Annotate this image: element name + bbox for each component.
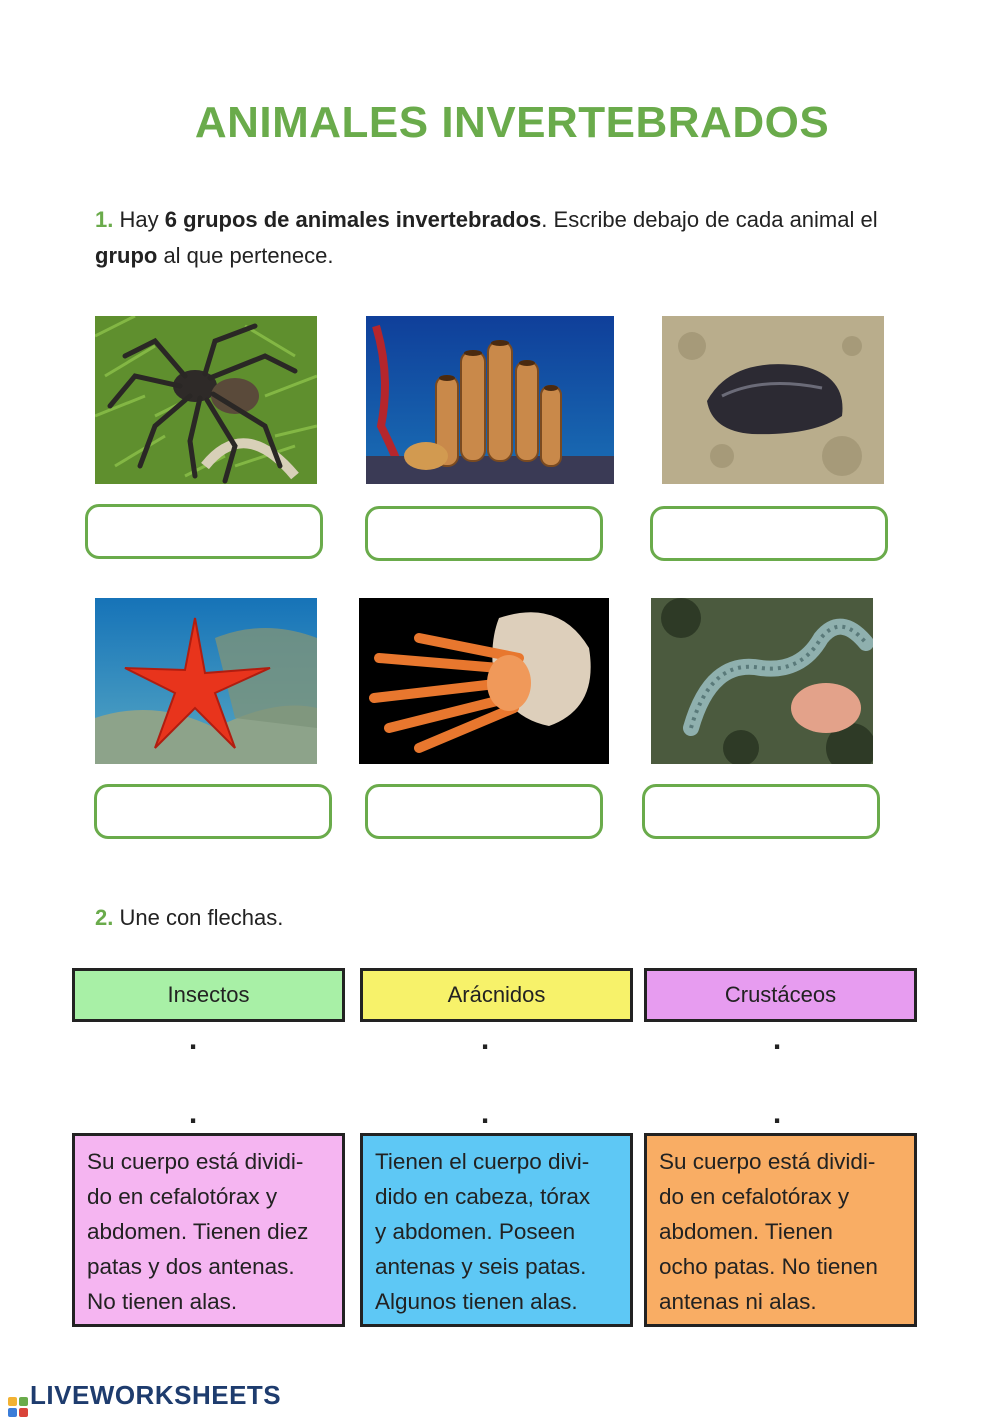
connector-dot-bottom-3[interactable]: . xyxy=(772,1101,782,1129)
exercise-2-number: 2. xyxy=(95,905,114,930)
answer-input-4[interactable] xyxy=(97,787,333,838)
answer-input-2[interactable] xyxy=(368,509,604,560)
description-line: dido en cabeza, tórax xyxy=(375,1184,591,1209)
mussel-photo xyxy=(662,316,884,484)
answer-box-1[interactable] xyxy=(85,504,323,559)
description-box-1 xyxy=(72,1133,345,1327)
worksheet-title: ANIMALES INVERTEBRADOS xyxy=(194,98,830,147)
instruction-text: Hay xyxy=(113,207,165,232)
logo-blocks-icon xyxy=(8,1397,28,1417)
description-line: antenas ni alas. xyxy=(659,1289,817,1314)
instruction-text: . Escribe debajo de cada animal el xyxy=(541,207,878,232)
instruction-bold: grupo xyxy=(95,243,158,268)
instruction-bold: 6 grupos de animales invertebrados xyxy=(164,207,542,232)
answer-box-3[interactable] xyxy=(650,506,888,561)
description-line: Su cuerpo está dividi- xyxy=(659,1149,876,1174)
sponge-photo xyxy=(366,316,614,484)
answer-box-2[interactable] xyxy=(365,506,603,561)
exercise-2-instruction xyxy=(95,900,925,936)
description-line: antenas y seis patas. xyxy=(375,1254,587,1279)
answer-input-5[interactable] xyxy=(368,787,604,838)
connector-dot-bottom-1[interactable]: . xyxy=(188,1101,198,1129)
category-insectos: Insectos xyxy=(72,968,345,1022)
description-box-3 xyxy=(644,1133,917,1327)
description-line: patas y dos antenas. xyxy=(87,1254,295,1279)
answer-input-6[interactable] xyxy=(645,787,881,838)
instruction-text: Une con flechas. xyxy=(113,905,284,930)
description-line: ocho patas. No tienen xyxy=(659,1254,878,1279)
category-crustaceos: Crustáceos xyxy=(644,968,917,1022)
answer-box-6[interactable] xyxy=(642,784,880,839)
answer-input-1[interactable] xyxy=(88,507,324,558)
logo-text: LIVEWORKSHEETS xyxy=(30,1380,282,1410)
connector-dot-top-3[interactable]: . xyxy=(772,1027,782,1055)
description-line: Su cuerpo está dividi- xyxy=(87,1149,304,1174)
exercise-1-number: 1. xyxy=(95,207,114,232)
description-box-2 xyxy=(360,1133,633,1327)
description-line: No tienen alas. xyxy=(87,1289,238,1314)
connector-dot-top-2[interactable]: . xyxy=(480,1027,490,1055)
jellyfish-photo xyxy=(359,598,609,764)
starfish-photo xyxy=(95,598,317,764)
instruction-text: al que pertenece. xyxy=(157,243,334,268)
answer-box-5[interactable] xyxy=(365,784,603,839)
description-line: do en cefalotórax y xyxy=(87,1184,278,1209)
liveworksheets-logo[interactable] xyxy=(8,1380,281,1417)
category-aracnidos: Arácnidos xyxy=(360,968,633,1022)
connector-dot-top-1[interactable]: . xyxy=(188,1027,198,1055)
description-line: abdomen. Tienen diez xyxy=(87,1219,309,1244)
answer-box-4[interactable] xyxy=(94,784,332,839)
description-line: y abdomen. Poseen xyxy=(375,1219,576,1244)
worm-photo xyxy=(651,598,873,764)
description-line: do en cefalotórax y xyxy=(659,1184,850,1209)
spider-photo xyxy=(95,316,317,484)
description-line: Tienen el cuerpo divi- xyxy=(375,1149,590,1174)
connector-dot-bottom-2[interactable]: . xyxy=(480,1101,490,1129)
answer-input-3[interactable] xyxy=(653,509,889,560)
description-line: abdomen. Tienen xyxy=(659,1219,833,1244)
description-line: Algunos tienen alas. xyxy=(375,1289,578,1314)
exercise-1-instruction xyxy=(95,202,925,274)
